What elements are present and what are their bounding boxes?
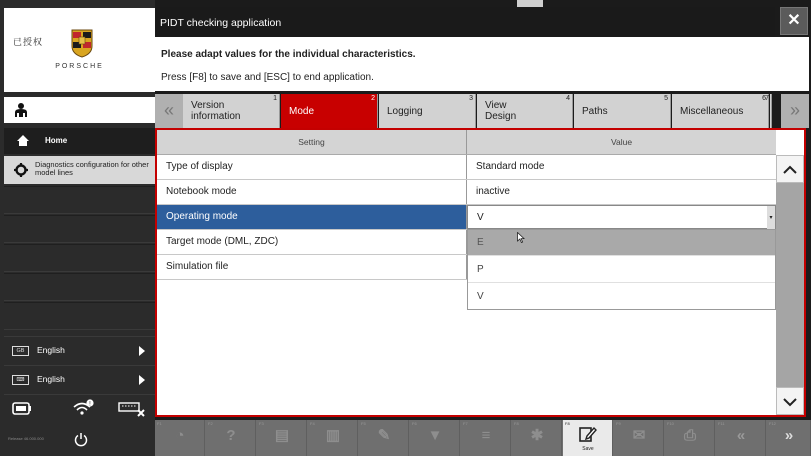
save-edit-icon xyxy=(579,425,597,443)
setting-cell: Simulation file xyxy=(157,255,467,279)
language-selector-keyboard[interactable] xyxy=(4,365,155,393)
power-icon[interactable] xyxy=(74,432,88,447)
tab-prev-button[interactable]: « xyxy=(155,94,183,128)
chevron-down-icon xyxy=(783,398,797,407)
tab-bar xyxy=(155,94,809,128)
key-hint: F8 xyxy=(514,421,519,426)
toolbar-f6-button[interactable] xyxy=(410,420,460,456)
forward-icon: » xyxy=(784,427,794,444)
operating-mode-select[interactable] xyxy=(467,205,776,229)
setting-cell: Type of display xyxy=(157,155,467,179)
logo-panel xyxy=(4,8,155,92)
sidebar-empty-slot xyxy=(4,244,155,272)
key-hint: F4 xyxy=(310,421,315,426)
battery-icon[interactable] xyxy=(12,402,32,415)
keyboard-language-label: English xyxy=(37,374,65,384)
sidebar-item-home-label: Home xyxy=(45,136,68,145)
table-row-selected[interactable] xyxy=(157,205,776,230)
toolbar-f4-button[interactable] xyxy=(308,420,358,456)
language-selector-gb[interactable] xyxy=(4,336,155,364)
setting-cell: Target mode (DML, ZDC) xyxy=(157,230,467,254)
svg-text:!: ! xyxy=(89,401,91,408)
porsche-wordmark: PORSCHE xyxy=(55,63,104,70)
tab-label: Version information xyxy=(191,100,241,122)
toolbar-f2-button[interactable] xyxy=(206,420,256,456)
select-value: V xyxy=(477,212,484,223)
tab-view-design[interactable] xyxy=(477,94,573,128)
tab-version-information[interactable] xyxy=(183,94,280,128)
tab-number: 4 xyxy=(566,95,570,102)
gear-icon xyxy=(14,163,28,177)
sidebar-item-diagnostics-config[interactable] xyxy=(4,156,155,184)
dropdown-option[interactable] xyxy=(468,230,775,256)
value-cell[interactable]: inactive xyxy=(476,186,510,197)
status-icons-row xyxy=(4,394,155,422)
flag-gb-badge: GB xyxy=(12,346,29,356)
tools-icon: ✱ xyxy=(530,427,544,444)
keyboard-icon: ⌨ xyxy=(12,375,29,385)
back-icon: « xyxy=(736,427,746,444)
toolbar-f10-button[interactable] xyxy=(665,420,715,456)
table-row[interactable] xyxy=(157,180,776,205)
key-hint: F2 xyxy=(208,421,213,426)
key-hint: F3 xyxy=(259,421,264,426)
dropdown-arrow-icon[interactable]: ▾ xyxy=(767,206,775,230)
power-row xyxy=(0,424,155,456)
key-hint: F12 xyxy=(769,421,776,426)
main-area xyxy=(155,0,811,456)
release-version-text: Release 46.000.000 xyxy=(8,436,44,441)
chart-icon: ▥ xyxy=(325,427,341,444)
key-hint: F9 xyxy=(616,421,621,426)
list-icon: ▤ xyxy=(274,427,290,444)
toolbar-f7-button[interactable] xyxy=(461,420,511,456)
chevron-right-icon xyxy=(139,375,145,385)
instruction-hint: Press [F8] to save and [ESC] to end application. xyxy=(161,72,374,83)
diagnostic-adapter-disconnected-icon[interactable] xyxy=(118,401,146,417)
user-icon xyxy=(14,102,28,118)
edit-icon: ✎ xyxy=(377,427,391,444)
scrollbar[interactable] xyxy=(776,155,804,415)
title-bar xyxy=(155,7,775,37)
key-hint: F5 xyxy=(361,421,366,426)
tab-number: 2 xyxy=(371,95,375,102)
scroll-down-button[interactable] xyxy=(776,387,804,415)
print-icon: ⎙ xyxy=(683,427,696,444)
dropdown-option[interactable] xyxy=(468,257,775,283)
tab-number: 1 xyxy=(273,95,277,102)
scroll-track[interactable] xyxy=(776,183,804,387)
toolbar-f1-button[interactable] xyxy=(155,420,205,456)
tab-label: Logging xyxy=(387,106,423,117)
close-button[interactable]: ✕ xyxy=(780,7,808,35)
toolbar-f11-button[interactable] xyxy=(716,420,766,456)
toolbar-f9-button[interactable] xyxy=(614,420,664,456)
wifi-icon[interactable] xyxy=(72,399,94,416)
option-label: E xyxy=(477,237,484,248)
key-hint: F6 xyxy=(412,421,417,426)
language-label: English xyxy=(37,345,65,355)
window-title: PIDT checking application xyxy=(160,17,282,29)
tab-miscellaneous[interactable] xyxy=(672,94,769,128)
scroll-up-button[interactable] xyxy=(776,155,804,183)
setting-cell: Notebook mode xyxy=(157,180,467,204)
drag-handle[interactable] xyxy=(517,0,543,7)
settings-panel xyxy=(155,128,806,417)
toolbar-f12-button[interactable] xyxy=(767,420,811,456)
key-hint: F11 xyxy=(718,421,725,426)
setting-cell: Operating mode xyxy=(157,205,467,229)
sidebar-empty-slot xyxy=(4,302,155,330)
tab-logging[interactable] xyxy=(379,94,476,128)
sidebar-item-diagnostics-label: Diagnostics configuration for other model lines xyxy=(35,160,149,177)
instruction-panel xyxy=(155,37,809,91)
tab-label: Paths xyxy=(582,106,608,117)
tab-7[interactable] xyxy=(765,94,772,128)
sidebar-empty-slot xyxy=(4,186,155,214)
home-icon xyxy=(16,134,30,147)
tab-paths[interactable] xyxy=(574,94,671,128)
function-key-toolbar xyxy=(155,420,811,456)
option-label: P xyxy=(477,264,484,275)
comment-icon: ✉ xyxy=(632,427,646,444)
value-cell[interactable]: Standard mode xyxy=(476,161,545,172)
sidebar-empty-slot xyxy=(4,215,155,243)
sidebar-item-home[interactable] xyxy=(4,128,155,154)
sort-icon: ≡ xyxy=(481,427,491,444)
grid-header xyxy=(157,130,776,155)
dropdown-list xyxy=(467,229,776,310)
key-hint: F7 xyxy=(463,421,468,426)
key-hint: F8 xyxy=(565,421,570,426)
column-header-setting: Setting xyxy=(157,130,467,154)
table-row[interactable] xyxy=(157,155,776,180)
chevron-up-icon xyxy=(783,165,797,174)
tab-next-button[interactable]: » xyxy=(781,94,809,128)
tab-label: Mode xyxy=(289,106,315,117)
tab-number: 5 xyxy=(664,95,668,102)
tab-number: 6 xyxy=(762,95,766,102)
left-sidebar xyxy=(0,0,155,456)
tab-mode[interactable] xyxy=(281,94,378,128)
tab-number: 3 xyxy=(469,95,473,102)
filter-icon: ▼ xyxy=(427,427,443,444)
mouse-cursor-icon xyxy=(517,232,525,243)
dropdown-option[interactable] xyxy=(468,284,775,310)
option-label: V xyxy=(477,291,484,302)
save-button[interactable] xyxy=(563,420,613,456)
help-icon: ? xyxy=(226,427,236,444)
user-button[interactable] xyxy=(4,97,155,123)
key-hint: F10 xyxy=(667,421,674,426)
tab-number: 7 xyxy=(765,95,769,102)
brand-chinese-text: 已授权 xyxy=(13,38,44,48)
toolbar-f3-button[interactable] xyxy=(257,420,307,456)
column-header-value: Value xyxy=(610,137,633,147)
porsche-crest-icon xyxy=(70,28,94,58)
save-label: Save xyxy=(582,446,594,452)
key-hint: F1 xyxy=(157,421,162,426)
toolbar-f5-button[interactable] xyxy=(359,420,409,456)
tab-label: Miscellaneous xyxy=(680,106,744,117)
vehicle-icon: ◔ xyxy=(175,427,185,444)
instruction-heading: Please adapt values for the individual characteristics. xyxy=(161,49,416,60)
tab-label: View Design xyxy=(485,100,517,122)
sidebar-empty-slot xyxy=(4,273,155,301)
chevron-right-icon xyxy=(139,346,145,356)
toolbar-f8-button[interactable] xyxy=(512,420,562,456)
